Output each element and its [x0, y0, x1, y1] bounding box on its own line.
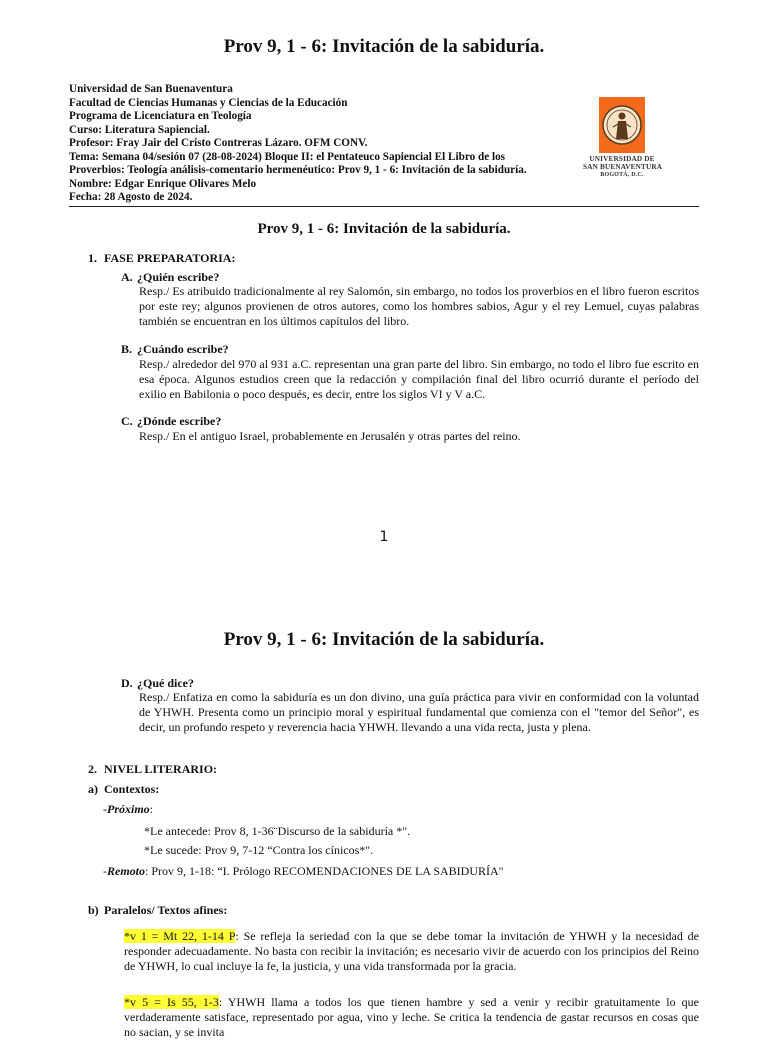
context-prefix: -	[103, 802, 107, 816]
answer-paragraph: Resp./ Es atribuido tradicionalmente al rey Salomón, sin embargo, no todos los proverbios en el libro fueron escritos por este rey; algunos provienen de otros autores, como los hombres sabios, Agur y el rey Lemuel, cuyas palabras también se encuentran en los últimos capítulos del libro.	[139, 284, 699, 328]
header-line: Programa de Licenciatura en Teología	[69, 110, 252, 122]
header-line: Nombre: Edgar Enrique Olivares Melo	[69, 177, 257, 190]
question-heading	[121, 342, 229, 357]
context-sucede: *Le sucede: Prov 9, 7-12 “Contra los cínicos*".	[144, 843, 374, 857]
section-number: 1.	[88, 251, 97, 265]
header-line: Proverbios: Teología análisis-comentario hermenéutico: Prov 9, 1 - 6: Invitación de la sabiduría.	[69, 164, 527, 176]
question-label: B.	[121, 342, 133, 356]
page-number: 1	[379, 529, 389, 545]
answer-paragraph: Resp./ En el antiguo Israel, probablemente en Jerusalén y otras partes del reino.	[139, 429, 521, 443]
context-label: Próximo	[107, 802, 150, 816]
subsection-heading-text: Paralelos/ Textos afines:	[104, 903, 228, 917]
answer-paragraph: Resp./ alrededor del 970 al 931 a.C. representan una gran parte del libro. Sin embargo, no todo el libro fue escrito en esa época. Algunos estudios creen que la redacción y compilación final del libro ocurrió durante el período del exilio en Babilonia o poco después, es decir, entre los siglos VI y V a.C.	[139, 357, 699, 401]
logo-line: SAN BUENAVENTURA	[583, 163, 663, 171]
subsection-label: a)	[88, 782, 98, 796]
context-text: : Prov 9, 1-18: “I. Prólogo RECOMENDACIONES DE LA SABIDURÍA"	[145, 864, 504, 878]
parallel-text	[124, 929, 699, 974]
page-title: Prov 9, 1 - 6: Invitación de la sabiduría.	[223, 36, 545, 57]
header-line: Curso: Literatura Sapiencial.	[69, 123, 210, 136]
subsection-heading	[88, 782, 159, 797]
header-line: Facultad de Ciencias Humanas y Ciencias de la Educación	[69, 96, 348, 109]
document-header	[69, 83, 589, 205]
question-text: ¿Qué dice?	[137, 676, 194, 690]
context-remoto	[103, 864, 504, 879]
parallel-reference: *v 5 = Is 55, 1-3	[124, 995, 219, 1009]
subsection-heading	[88, 903, 227, 918]
question-label: A.	[121, 270, 133, 284]
parallel-text	[124, 995, 699, 1040]
subsection-heading-text: Contextos:	[104, 782, 160, 796]
answer-paragraph: Resp./ Enfatiza en como la sabiduría es un don divino, una guía práctica para vivir en conformidad con la voluntad de YHWH. Presenta como un principio moral y espiritual fundamental que comienza con el "temor del Señor", es decir, un profundo respeto y reverencia hacia YHWH. llevando a una vida recta, justa y plena.	[139, 690, 699, 734]
subsection-label: b)	[88, 903, 99, 917]
section-heading-text: FASE PREPARATORIA:	[104, 251, 236, 265]
question-heading	[121, 270, 219, 285]
logo-line: BOGOTÁ, D.C.	[600, 172, 644, 178]
parallel-commentary: : YHWH llama a todos los que tienen hambre y sed a venir y recibir gratuitamente lo que verdaderamente satisface, representado por agua, vino y leche. Se critica la tendencia de gastar recursos en cosas que no sacian, y se invita	[124, 995, 699, 1039]
logo-line: UNIVERSIDAD DE	[589, 155, 655, 163]
section-heading	[88, 762, 217, 777]
university-seal-icon	[599, 97, 645, 153]
section-heading-text: NIVEL LITERARIO:	[104, 762, 218, 776]
parallel-reference: *v 1 = Mt 22, 1-14 P	[124, 929, 236, 943]
section-title: Prov 9, 1 - 6: Invitación de la sabiduría.	[257, 221, 511, 237]
context-proximo	[103, 802, 153, 817]
header-line: Universidad de San Buenaventura	[69, 83, 233, 95]
section-heading	[88, 251, 235, 266]
question-text: ¿Quién escribe?	[137, 270, 220, 284]
context-prefix: -	[103, 864, 107, 878]
header-divider	[69, 206, 699, 207]
question-text: ¿Cuándo escribe?	[137, 342, 229, 356]
context-label: Remoto	[107, 864, 145, 878]
page-title: Prov 9, 1 - 6: Invitación de la sabiduría.	[223, 629, 545, 650]
question-label: C.	[121, 414, 133, 428]
header-line: Profesor: Fray Jair del Cristo Contreras Lázaro. OFM CONV.	[69, 137, 368, 149]
parallel-commentary: : Se refleja la seriedad con la que se debe tomar la invitación de YHWH y la necesidad de responder adecuadamente. No basta con recibir la invitación; es necesario vivir de acuerdo con los principios del Reino de YHWH, lo cual incluye la fe, la justicia, y una vida transformada por la gracia.	[124, 929, 699, 973]
question-heading	[121, 676, 194, 691]
header-line: Tema: Semana 04/sesión 07 (28-08-2024) Bloque II: el Pentateuco Sapiencial El Libro de los	[69, 150, 506, 163]
question-heading	[121, 414, 221, 429]
university-logo	[583, 97, 663, 178]
section-number: 2.	[88, 762, 97, 776]
question-text: ¿Dónde escribe?	[137, 414, 222, 428]
header-line: Fecha: 28 Agosto de 2024.	[69, 191, 193, 203]
question-label: D.	[121, 676, 133, 690]
context-colon: :	[149, 802, 154, 816]
context-antecede: *Le antecede: Prov 8, 1-36¨Discurso de la sabiduría *".	[144, 824, 411, 838]
